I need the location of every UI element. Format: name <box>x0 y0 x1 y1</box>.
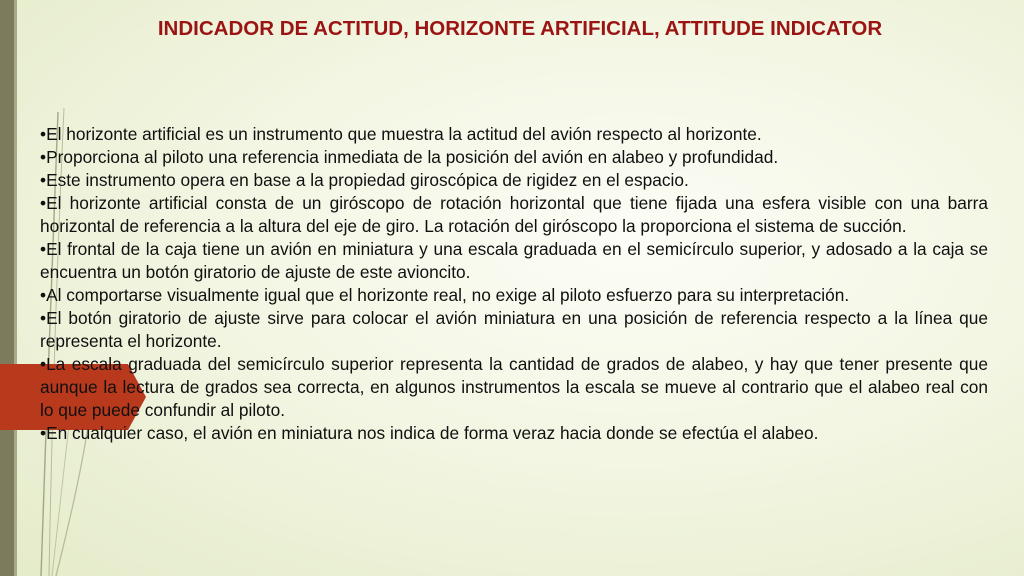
bullet-item: • El horizonte artificial es un instrumento que muestra la actitud del avión respecto al horizonte. <box>40 123 988 146</box>
left-band-edge <box>14 0 17 576</box>
bullet-item: • Este instrumento opera en base a la propiedad giroscópica de rigidez en el espacio. <box>40 169 988 192</box>
bullet-item: • Al comportarse visualmente igual que el horizonte real, no exige al piloto esfuerzo para su interpretación. <box>40 284 988 307</box>
bullet-item: • Proporciona al piloto una referencia inmediata de la posición del avión en alabeo y profundidad. <box>40 146 988 169</box>
bullet-item: • En cualquier caso, el avión en miniatura nos indica de forma veraz hacia donde se efectúa el alabeo. <box>40 422 988 445</box>
bullet-list <box>40 123 988 445</box>
bullet-item: • El horizonte artificial consta de un giróscopo de rotación horizontal que tiene fijada una esfera visible con una barra horizontal de referencia a la altura del eje de giro. La rotación del giróscopo la proporciona el sistema de succión. <box>40 192 988 238</box>
bullet-item: • La escala graduada del semicírculo superior representa la cantidad de grados de alabeo, y hay que tener presente que aunque la lectura de grados sea correcta, en algunos instrumentos la escala se mueve al contrario que el alabeo real con lo que puede confundir al piloto. <box>40 353 988 422</box>
bullet-item: • El botón giratorio de ajuste sirve para colocar el avión miniatura en una posición de referencia respecto a la línea que representa el horizonte. <box>40 307 988 353</box>
bullet-item: • El frontal de la caja tiene un avión en miniatura y una escala graduada en el semicírculo superior, y adosado a la caja se encuentra un botón giratorio de ajuste de este avioncito. <box>40 238 988 284</box>
left-band <box>0 0 14 576</box>
slide-title: INDICADOR DE ACTITUD, HORIZONTE ARTIFICIAL, ATTITUDE INDICATOR <box>157 17 883 40</box>
